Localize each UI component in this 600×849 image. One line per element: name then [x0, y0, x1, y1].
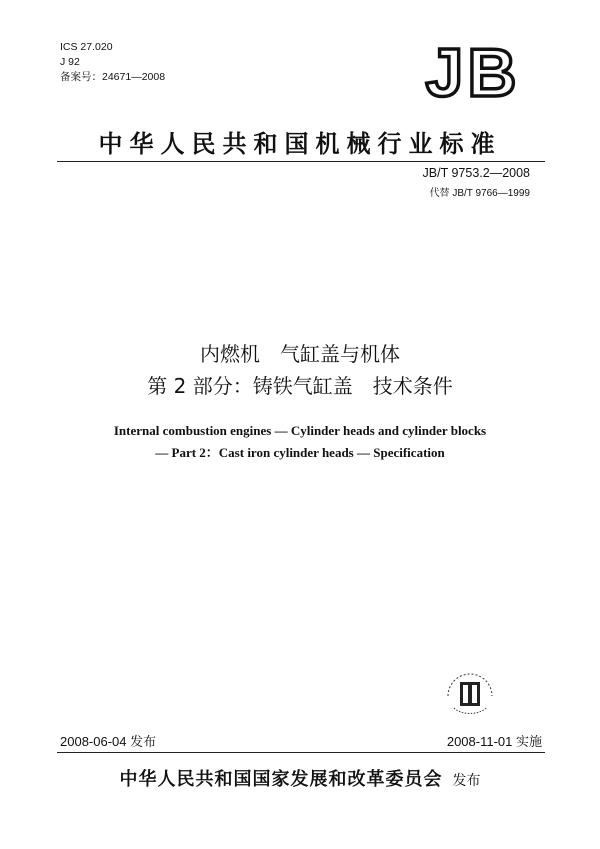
cn-title-line2: 第 2 部分：铸铁气缸盖 技术条件 — [147, 374, 453, 398]
ics-code: ICS 27.020 — [60, 41, 113, 53]
publisher-seal-icon — [440, 660, 500, 720]
top-divider — [57, 161, 545, 162]
jb-logo — [398, 40, 548, 102]
issuer-line — [0, 765, 600, 791]
cn-title-line1: 内燃机 气缸盖与机体 — [200, 342, 400, 366]
issuer-name: 中华人民共和国国家发展和改革委员会 — [119, 769, 443, 790]
ccs-code: J 92 — [60, 56, 80, 68]
implement-date: 2008-11-01 实施 — [446, 734, 542, 749]
en-title-line1: Internal combustion engines — Cylinder heads and cylinder blocks — [113, 423, 487, 438]
issue-date: 2008-06-04 发布 — [60, 734, 157, 749]
issuer-action: 发布 — [452, 773, 481, 789]
jb-logo-text: JB — [425, 40, 521, 102]
en-title-line2: — Part 2：Cast iron cylinder heads — Specification — [155, 445, 445, 460]
page-title: 中华人民共和国机械行业标准 — [98, 130, 502, 158]
standard-number: JB/T 9753.2—2008 — [422, 166, 530, 180]
bottom-divider — [57, 752, 545, 753]
record-number: 备案号：24671—2008 — [60, 71, 166, 83]
replaces-standard: 代替 JB/T 9766—1999 — [429, 188, 530, 199]
